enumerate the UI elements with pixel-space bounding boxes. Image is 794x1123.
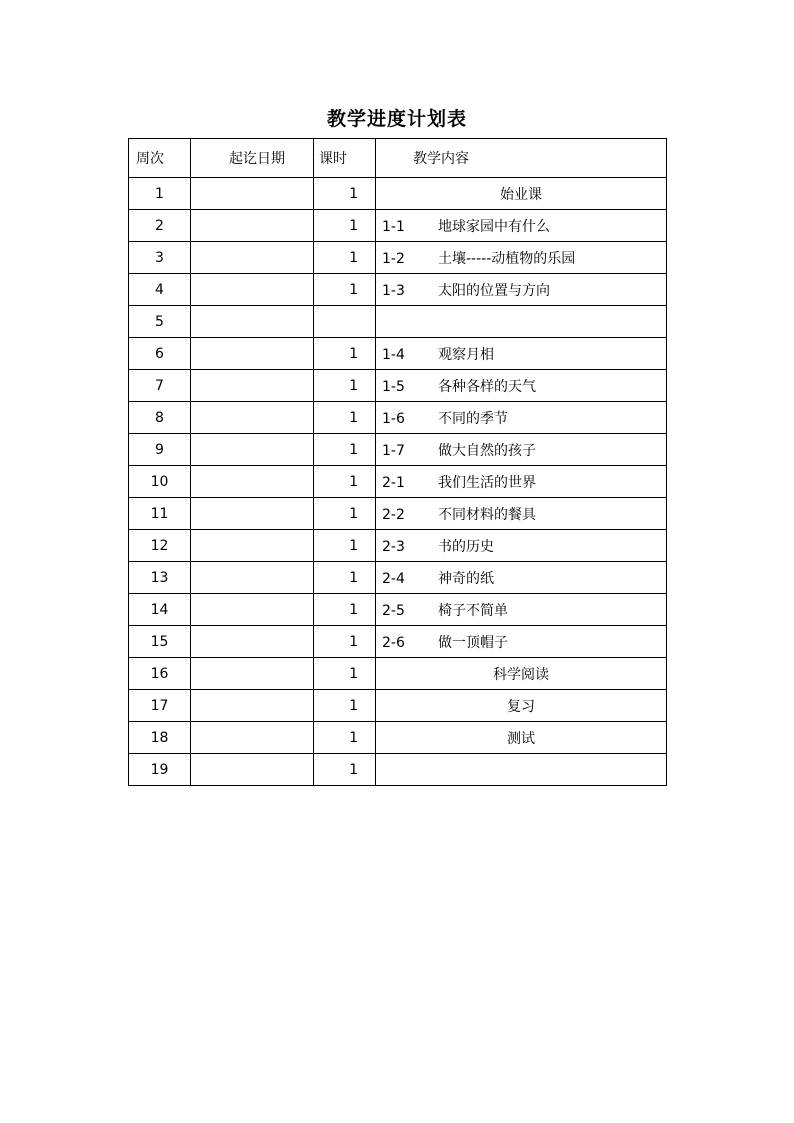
week-cell: 4 [129, 274, 191, 306]
table-row [129, 722, 667, 754]
dates-cell [191, 594, 314, 626]
content-cell [376, 338, 667, 370]
week-cell: 3 [129, 242, 191, 274]
lesson-code: 2-5 [382, 602, 405, 619]
hours-cell: 1 [314, 274, 376, 306]
dates-cell [191, 530, 314, 562]
header-week: 周次 [129, 139, 191, 178]
lesson-code: 1-7 [382, 442, 405, 459]
hours-cell: 1 [314, 178, 376, 210]
lesson-code: 1-6 [382, 410, 405, 427]
hours-cell: 1 [314, 466, 376, 498]
header-content: 教学内容 [376, 139, 667, 178]
lesson-topic: 书的历史 [438, 538, 494, 555]
week-cell: 18 [129, 722, 191, 754]
dates-cell [191, 210, 314, 242]
content-cell [376, 242, 667, 274]
content-cell [376, 754, 667, 786]
hours-cell: 1 [314, 594, 376, 626]
table-row [129, 754, 667, 786]
lesson-topic: 土壤-----动植物的乐园 [438, 250, 576, 267]
lesson-topic: 做一顶帽子 [438, 634, 508, 651]
content-cell [376, 402, 667, 434]
table-row [129, 658, 667, 690]
dates-cell [191, 498, 314, 530]
table-header-row [129, 139, 667, 178]
content-cell [376, 722, 667, 754]
content-cell [376, 594, 667, 626]
table-row [129, 690, 667, 722]
lesson-code: 2-2 [382, 506, 405, 523]
dates-cell [191, 178, 314, 210]
hours-cell: 1 [314, 754, 376, 786]
table-row [129, 498, 667, 530]
week-cell: 13 [129, 562, 191, 594]
lesson-code: 2-3 [382, 538, 405, 555]
week-cell: 6 [129, 338, 191, 370]
week-cell: 11 [129, 498, 191, 530]
lesson-code: 1-3 [382, 282, 405, 299]
hours-cell: 1 [314, 338, 376, 370]
lesson-code: 1-1 [382, 218, 405, 235]
content-cell [376, 626, 667, 658]
header-hours: 课时 [314, 139, 376, 178]
dates-cell [191, 338, 314, 370]
dates-cell [191, 242, 314, 274]
lesson-topic: 观察月相 [438, 346, 494, 363]
content-cell [376, 466, 667, 498]
hours-cell: 1 [314, 690, 376, 722]
dates-cell [191, 466, 314, 498]
hours-cell: 1 [314, 210, 376, 242]
dates-cell [191, 562, 314, 594]
dates-cell [191, 690, 314, 722]
lesson-topic: 地球家园中有什么 [438, 218, 550, 235]
table-row [129, 466, 667, 498]
lesson-topic: 各种各样的天气 [438, 378, 536, 395]
hours-cell: 1 [314, 498, 376, 530]
content-cell [376, 370, 667, 402]
hours-cell: 1 [314, 658, 376, 690]
hours-cell: 1 [314, 562, 376, 594]
table-row [129, 306, 667, 338]
hours-cell: 1 [314, 530, 376, 562]
week-cell: 8 [129, 402, 191, 434]
hours-cell: 1 [314, 370, 376, 402]
hours-cell: 1 [314, 722, 376, 754]
lesson-code: 1-5 [382, 378, 405, 395]
schedule-table [128, 138, 667, 786]
hours-cell: 1 [314, 434, 376, 466]
dates-cell [191, 658, 314, 690]
lesson-code: 2-4 [382, 570, 405, 587]
lesson-code: 2-1 [382, 474, 405, 491]
table-row [129, 626, 667, 658]
lesson-topic: 不同材料的餐具 [438, 506, 536, 523]
table-row [129, 530, 667, 562]
dates-cell [191, 722, 314, 754]
lesson-topic: 我们生活的世界 [438, 474, 536, 491]
header-dates: 起讫日期 [191, 139, 314, 178]
content-cell [376, 690, 667, 722]
table-row [129, 434, 667, 466]
content-cell [376, 434, 667, 466]
table-row [129, 594, 667, 626]
week-cell: 5 [129, 306, 191, 338]
dates-cell [191, 370, 314, 402]
table-row [129, 402, 667, 434]
dates-cell [191, 434, 314, 466]
week-cell: 17 [129, 690, 191, 722]
dates-cell [191, 626, 314, 658]
table-row [129, 274, 667, 306]
page-title: 教学进度计划表 [326, 108, 467, 130]
content-cell [376, 306, 667, 338]
lesson-topic: 始业课 [500, 186, 542, 203]
content-cell [376, 274, 667, 306]
lesson-topic: 椅子不简单 [438, 602, 508, 619]
table-row [129, 338, 667, 370]
content-cell [376, 498, 667, 530]
content-cell [376, 562, 667, 594]
dates-cell [191, 754, 314, 786]
lesson-topic: 不同的季节 [438, 410, 508, 427]
week-cell: 12 [129, 530, 191, 562]
hours-cell: 1 [314, 402, 376, 434]
lesson-code: 2-6 [382, 634, 405, 651]
dates-cell [191, 274, 314, 306]
lesson-topic: 神奇的纸 [438, 570, 494, 587]
lesson-code: 1-2 [382, 250, 405, 267]
content-cell [376, 210, 667, 242]
week-cell: 2 [129, 210, 191, 242]
week-cell: 15 [129, 626, 191, 658]
content-cell [376, 178, 667, 210]
table-row [129, 178, 667, 210]
week-cell: 9 [129, 434, 191, 466]
hours-cell [314, 306, 376, 338]
week-cell: 19 [129, 754, 191, 786]
table-row [129, 210, 667, 242]
week-cell: 14 [129, 594, 191, 626]
lesson-topic: 太阳的位置与方向 [438, 282, 550, 299]
week-cell: 10 [129, 466, 191, 498]
week-cell: 7 [129, 370, 191, 402]
hours-cell: 1 [314, 242, 376, 274]
content-cell [376, 658, 667, 690]
lesson-code: 1-4 [382, 346, 405, 363]
lesson-topic: 做大自然的孩子 [438, 442, 536, 459]
dates-cell [191, 402, 314, 434]
content-cell [376, 530, 667, 562]
table-row [129, 242, 667, 274]
lesson-topic: 复习 [507, 698, 535, 715]
dates-cell [191, 306, 314, 338]
table-row [129, 370, 667, 402]
lesson-topic: 测试 [507, 730, 535, 747]
table-row [129, 562, 667, 594]
hours-cell: 1 [314, 626, 376, 658]
week-cell: 1 [129, 178, 191, 210]
week-cell: 16 [129, 658, 191, 690]
lesson-topic: 科学阅读 [493, 666, 549, 683]
